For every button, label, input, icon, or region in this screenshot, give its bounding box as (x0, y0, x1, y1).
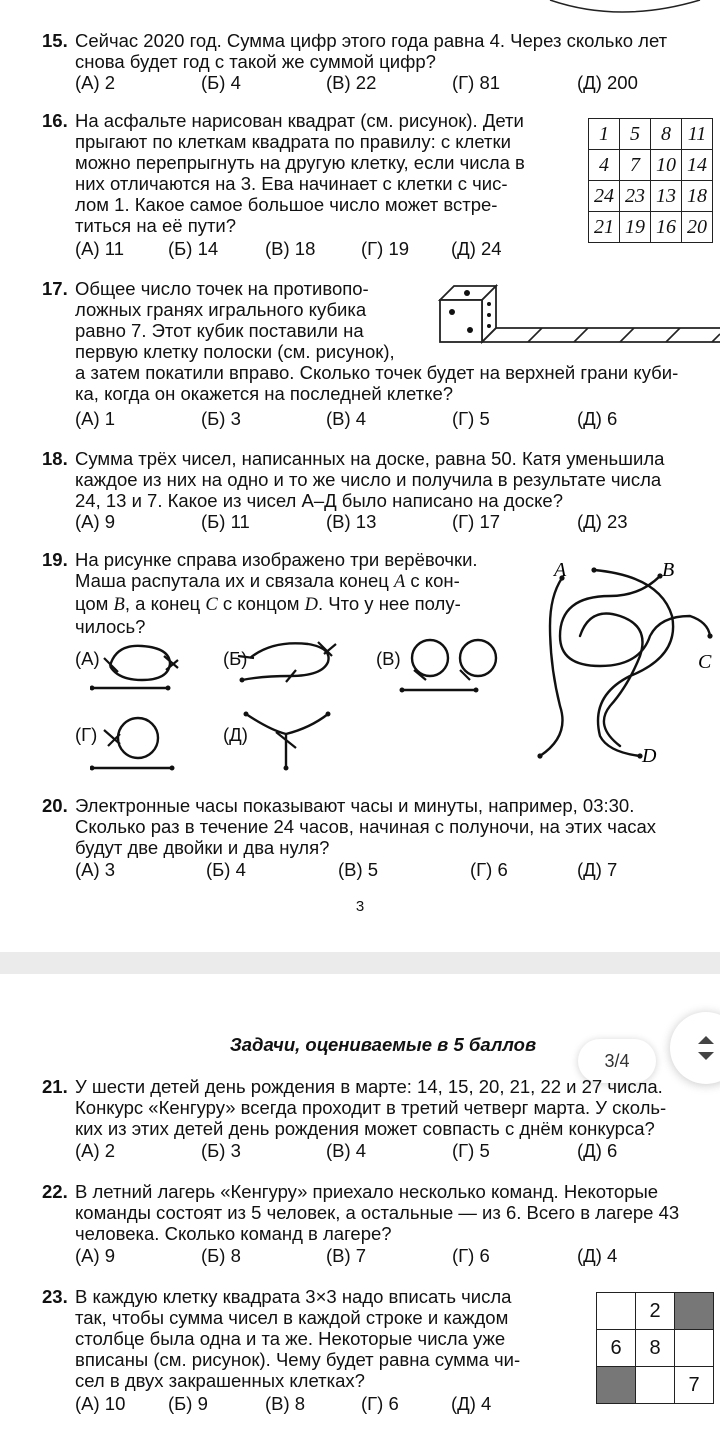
problem-text-line: В летний лагерь «Кенгуру» приехало несколько команд. Некоторые (75, 1181, 659, 1202)
grid-cell: 4 (589, 150, 620, 181)
answer-option-b: (Б) 4 (206, 859, 246, 880)
problem-text-line: чилось? (75, 616, 146, 637)
problem-text-line: равно 7. Этот кубик поставили на (75, 320, 364, 341)
problem-text-line: ких из этих детей день рождения может совпасть с днём конкурса? (75, 1118, 655, 1139)
page-separator (0, 952, 720, 974)
document-page-4 (0, 974, 720, 1440)
answer-option-e: (Д) 23 (577, 511, 628, 532)
answer-option-b: (Б) 4 (201, 72, 241, 93)
scroll-arrows-icon (696, 1034, 716, 1062)
variable-d: D (304, 595, 318, 615)
grid-cell: 16 (651, 212, 682, 243)
answer-option-e: (Д) 4 (451, 1393, 492, 1414)
grid-cell: 8 (636, 1330, 675, 1367)
answer-option-b: (Б) 11 (201, 511, 250, 532)
shaded-grid-cell (675, 1293, 714, 1330)
answer-option-a: (А) 2 (75, 1140, 116, 1161)
grid-cell: 10 (651, 150, 682, 181)
problem-text-line: так, чтобы сумма чисел в каждой строке и каждом (75, 1307, 509, 1328)
problem-text-line: 24, 13 и 7. Какое из чисел А–Д было написано на доске? (75, 490, 564, 511)
problem-text-line: ка, когда он окажется на последней клетке? (75, 383, 454, 404)
answer-option-b: (Б) 3 (201, 408, 241, 429)
answer-option-e: (Д) (223, 724, 248, 745)
problem-text-line: В каждую клетку квадрата 3×3 надо вписать числа (75, 1286, 512, 1307)
label-c: C (698, 651, 712, 673)
answer-option-d: (Г) 6 (452, 1245, 490, 1266)
shaded-grid-cell (597, 1367, 636, 1404)
section-title: Задачи, оцениваемые в 5 баллов (229, 1034, 537, 1055)
problem-number: 23. (42, 1286, 68, 1307)
grid-cell (597, 1293, 636, 1330)
answer-option-c: (В) 13 (326, 511, 377, 532)
grid-cell: 6 (597, 1330, 636, 1367)
previous-figure-arc (540, 0, 720, 20)
answer-option-a: (А) 3 (75, 859, 116, 880)
grid-cell: 7 (620, 150, 651, 181)
rope-option-d-figure (90, 712, 190, 776)
problem-number: 18. (42, 448, 68, 469)
problem-text-line: , а конец (124, 593, 201, 614)
problem-text-line: На асфальте нарисован квадрат (см. рисунок). Дети (75, 110, 524, 131)
problem-text-line: команды состоят из 5 человек, а остальные — из 6. Всего в лагере 43 (75, 1202, 680, 1223)
problem-number: 19. (42, 549, 68, 570)
problem-text-line: Сейчас 2020 год. Сумма цифр этого года равна 4. Через сколько лет (75, 30, 668, 51)
grid-cell: 8 (651, 119, 682, 150)
label-d: D (642, 745, 657, 767)
answer-option-d: (Г) 81 (452, 72, 501, 93)
rope-option-a-figure (90, 638, 190, 698)
label-a: A (554, 559, 567, 581)
problem-text-line: столбце была одна и та же. Некоторые числа уже (75, 1328, 506, 1349)
problem-text-line: цом (75, 593, 109, 614)
answer-option-d: (Г) 6 (470, 859, 508, 880)
grid-cell (675, 1330, 714, 1367)
grid-cell: 5 (620, 119, 651, 150)
problem-text-line: У шести детей день рождения в марте: 14, 15, 20, 21, 22 и 27 числа. (75, 1076, 663, 1097)
problem-text-line: снова будет год с такой же суммой цифр? (75, 51, 436, 72)
problem-text-line: Общее число точек на противопо- (75, 278, 369, 299)
page-indicator[interactable]: 3/4 (578, 1039, 656, 1083)
answer-option-a: (А) 9 (75, 1245, 116, 1266)
tangled-ropes-figure (520, 556, 720, 778)
dice-strip-figure (436, 282, 720, 346)
answer-option-e: (Д) 6 (577, 408, 618, 429)
answer-option-c: (В) 18 (265, 238, 316, 259)
label-b: B (662, 559, 675, 581)
answer-option-e: (Д) 7 (577, 859, 618, 880)
problem-text-line: Конкурс «Кенгуру» всегда проходит в третий четверг марта. У сколь- (75, 1097, 667, 1118)
number-grid-4x4 (588, 118, 713, 243)
problem-text-line: вписаны (см. рисунок). Чему будет равна сумма чи- (75, 1349, 521, 1370)
problem-text-line: первую клетку полоски (см. рисунок), (75, 341, 395, 362)
grid-cell: 23 (620, 181, 651, 212)
grid-cell: 19 (620, 212, 651, 243)
grid-cell: 24 (589, 181, 620, 212)
grid-cell: 21 (589, 212, 620, 243)
problem-number: 21. (42, 1076, 68, 1097)
grid-cell: 13 (651, 181, 682, 212)
problem-text-line: прыгают по клеткам квадрата по правилу: с клетки (75, 131, 511, 152)
variable-a: A (393, 572, 406, 592)
grid-cell: 7 (675, 1367, 714, 1404)
answer-option-c: (В) 4 (326, 1140, 367, 1161)
answer-option-c: (В) 8 (265, 1393, 306, 1414)
answer-option-c: (В) 22 (326, 72, 377, 93)
problem-text-line: На рисунке справа изображено три верёвочки. (75, 549, 478, 570)
previous-options-remnant (76, 0, 496, 2)
problem-text-line: сел в двух закрашенных клетках? (75, 1370, 365, 1391)
grid-cell: 1 (589, 119, 620, 150)
variable-b: B (113, 595, 125, 615)
problem-text-line: лом 1. Какое самое большое число может встре- (75, 194, 498, 215)
grid-cell: 2 (636, 1293, 675, 1330)
problem-number: 22. (42, 1181, 68, 1202)
magic-square-grid-3x3 (596, 1292, 714, 1404)
problem-number: 17. (42, 278, 68, 299)
problem-text-line: Сумма трёх чисел, написанных на доске, равна 50. Катя уменьшила (75, 448, 665, 469)
problem-text-line: будут две двойки и два нуля? (75, 837, 330, 858)
rope-option-e-figure (240, 708, 340, 774)
problem-text-line: титься на её пути? (75, 215, 237, 236)
answer-option-e: (Д) 4 (577, 1245, 618, 1266)
answer-option-d: (Г) (75, 724, 98, 745)
problem-text-line: Маша распутала их и связала конец (75, 570, 389, 591)
rope-option-b-figure (228, 636, 358, 696)
answer-option-c: (В) (376, 648, 401, 669)
answer-option-d: (Г) 19 (361, 238, 410, 259)
problem-text-line: Сколько раз в течение 24 часов, начиная с полуночи, на этих часах (75, 816, 657, 837)
answer-option-d: (Г) 5 (452, 408, 490, 429)
answer-option-b: (Б) (223, 648, 248, 669)
answer-option-b: (Б) 9 (168, 1393, 208, 1414)
answer-option-b: (Б) 3 (201, 1140, 241, 1161)
answer-option-b: (Б) 8 (201, 1245, 241, 1266)
grid-cell: 18 (682, 181, 713, 212)
problem-text-line: человека. Сколько команд в лагере? (75, 1223, 392, 1244)
rope-option-c-figure (396, 634, 516, 698)
grid-cell: 20 (682, 212, 713, 243)
problem-text-line: с кон- (410, 570, 460, 591)
problem-text-line: с концом (222, 593, 300, 614)
answer-option-d: (Г) 17 (452, 511, 501, 532)
problem-number: 15. (42, 30, 68, 51)
answer-option-a: (А) 11 (75, 238, 125, 259)
answer-option-a: (А) 2 (75, 72, 116, 93)
problem-text-line: . Что у нее полу- (318, 593, 461, 614)
answer-option-e: (Д) 200 (577, 72, 638, 93)
answer-option-d: (Г) 6 (361, 1393, 399, 1414)
grid-cell (636, 1367, 675, 1404)
grid-cell: 14 (682, 150, 713, 181)
answer-option-e: (Д) 24 (451, 238, 502, 259)
grid-cell: 11 (682, 119, 713, 150)
answer-option-a: (А) 9 (75, 511, 116, 532)
problem-number: 16. (42, 110, 68, 131)
page-number: 3 (355, 898, 365, 915)
problem-text-line: Электронные часы показывают часы и минуты, например, 03:30. (75, 795, 635, 816)
scroll-button[interactable] (670, 1012, 720, 1084)
answer-option-a: (А) 1 (75, 408, 116, 429)
answer-option-a: (А) 10 (75, 1393, 126, 1414)
problem-number: 20. (42, 795, 68, 816)
problem-text-line: каждое из них на одно и то же число и получила в результате числа (75, 469, 662, 490)
problem-text-line: можно перепрыгнуть на другую клетку, если числа в (75, 152, 525, 173)
answer-option-b: (Б) 14 (168, 238, 219, 259)
answer-option-c: (В) 4 (326, 408, 367, 429)
problem-text-line: а затем покатили вправо. Сколько точек будет на верхней грани куби- (75, 362, 679, 383)
problem-text-line: них отличаются на 3. Ева начинает с клетки с чис- (75, 173, 508, 194)
answer-option-e: (Д) 6 (577, 1140, 618, 1161)
answer-option-d: (Г) 5 (452, 1140, 490, 1161)
answer-option-c: (В) 5 (338, 859, 379, 880)
problem-text-line: ложных гранях игрального кубика (75, 299, 367, 320)
answer-option-a: (А) (75, 648, 100, 669)
variable-c: C (205, 595, 218, 615)
answer-option-c: (В) 7 (326, 1245, 367, 1266)
